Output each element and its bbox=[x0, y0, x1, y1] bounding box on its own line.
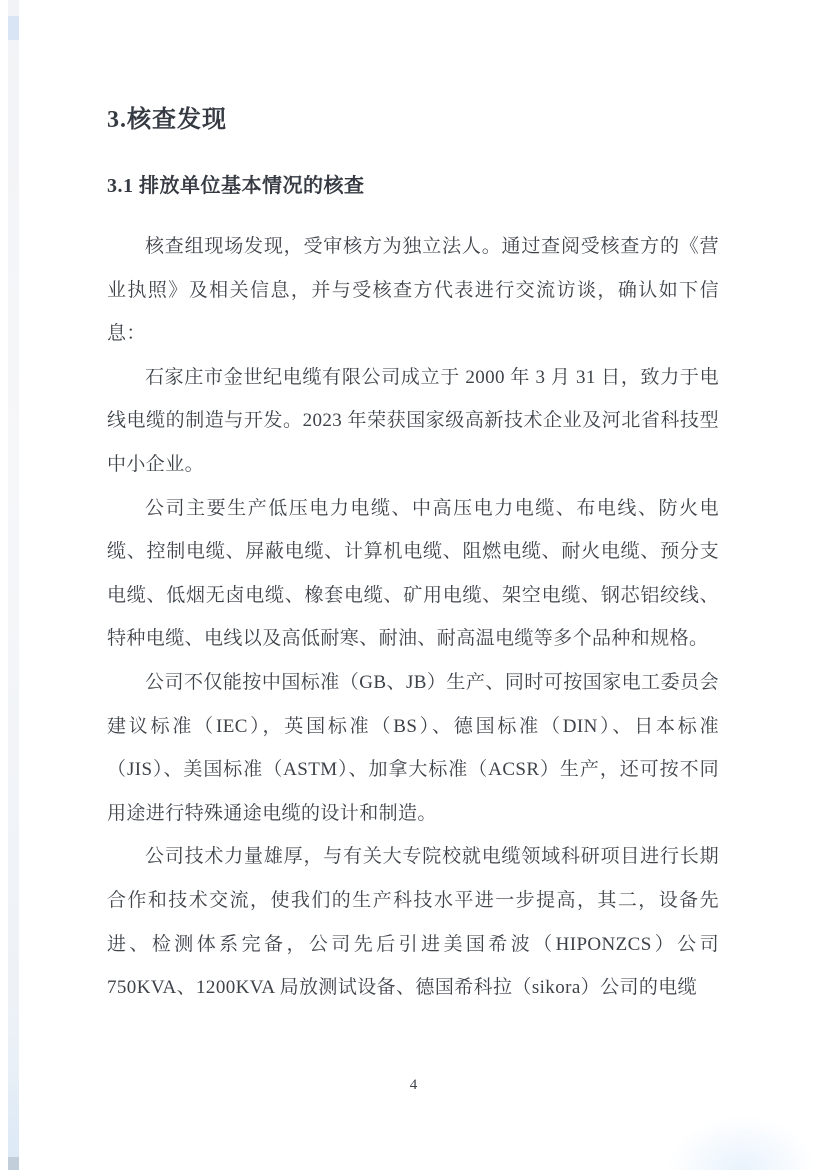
scan-corner-smudge bbox=[667, 1115, 817, 1170]
paragraph: 公司不仅能按中国标准（GB、JB）生产、同时可按国家电工委员会建议标准（IEC），英国标准（BS）、德国标准（DIN）、日本标准（JIS）、美国标准（ASTM）、加拿大标准（ACSR）生产，还可按不同用途进行特殊通途电缆的设计和制造。 bbox=[107, 671, 719, 824]
scan-edge-top-mark bbox=[8, 16, 19, 40]
section-heading: 3.核查发现 bbox=[107, 107, 227, 133]
subsection-heading: 3.1 排放单位基本情况的核查 bbox=[107, 175, 365, 197]
paragraph: 公司技术力量雄厚，与有关大专院校就电缆领域科研项目进行长期合作和技术交流，使我们的生产科技水平进一步提高，其二，设备先进、检测体系完备，公司先后引进美国希波（HIPONZCS）公司 750KVA、1200KVA 局放测试设备、德国希科拉（sikora）公司的电缆 bbox=[107, 846, 719, 999]
paragraph: 石家庄市金世纪电缆有限公司成立于 2000 年 3 月 31 日，致力于电线电缆的制造与开发。2023 年荣获国家级高新技术企业及河北省科技型中小企业。 bbox=[107, 366, 719, 475]
scan-edge-bottom-mark bbox=[8, 1157, 19, 1170]
page-number: 4 bbox=[409, 1077, 418, 1093]
paragraph: 核查组现场发现，受审核方为独立法人。通过查阅受核查方的《营业执照》及相关信息，并与受核查方代表进行交流访谈，确认如下信息： bbox=[107, 236, 719, 345]
scan-edge-strip bbox=[8, 0, 19, 1170]
body-text bbox=[107, 225, 719, 1010]
paragraph: 公司主要生产低压电力电缆、中高压电力电缆、布电线、防火电缆、控制电缆、屏蔽电缆、计算机电缆、阻燃电缆、耐火电缆、预分支电缆、低烟无卤电缆、橡套电缆、矿用电缆、架空电缆、钢芯铝绞线、特种电缆、电线以及高低耐寒、耐油、耐高温电缆等多个品种和规格。 bbox=[107, 497, 719, 650]
document-content bbox=[107, 0, 719, 1010]
